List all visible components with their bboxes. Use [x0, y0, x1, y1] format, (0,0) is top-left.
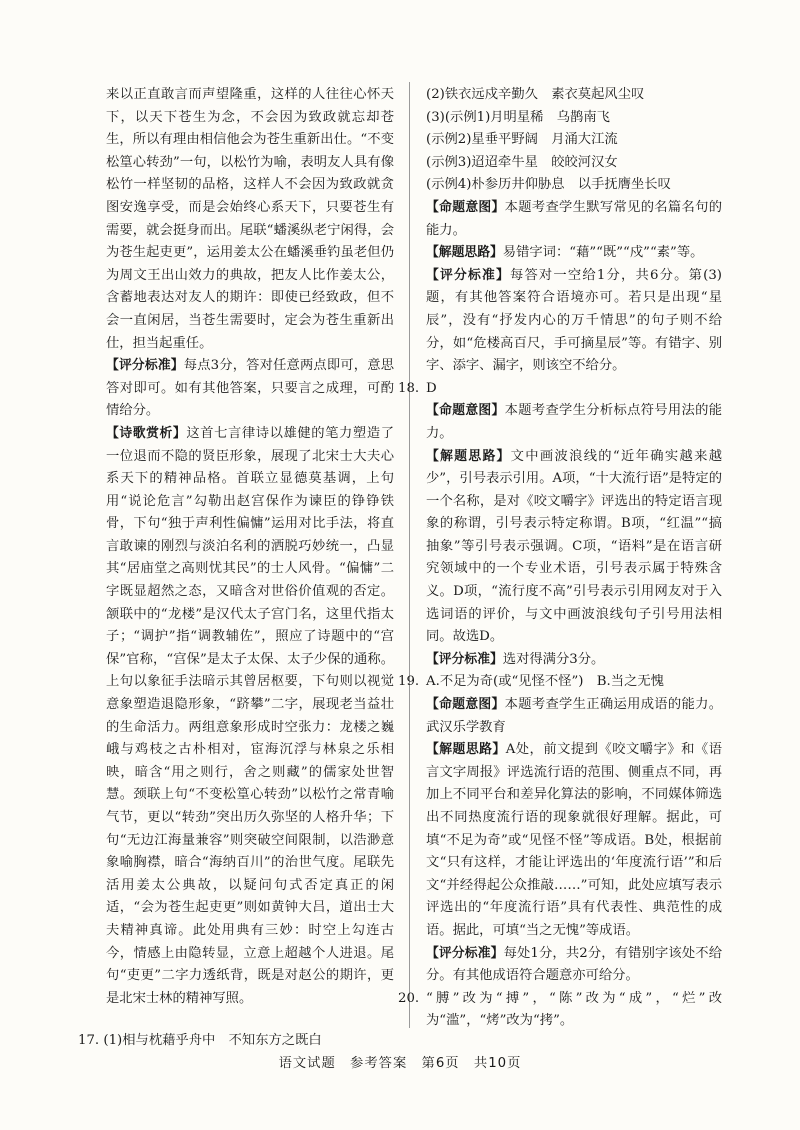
question-18-number: 18. [398, 380, 420, 396]
q17-approach [426, 242, 722, 265]
q17-intent-tag: 【命题意图】 [426, 199, 505, 215]
q17-approach-text: 易错字词：“藉”“既”“戍”“素”等。 [502, 245, 704, 261]
q18-approach-tag: 【解题思路】 [426, 448, 511, 464]
scoring-standard-paragraph [106, 355, 394, 423]
q19-intent-tag: 【命题意图】 [426, 697, 505, 713]
poem-appreciation-paragraph [106, 423, 394, 1010]
q19-intent-text: 本题考查学生正确运用成语的能力。武汉乐学教育 [426, 697, 723, 735]
question-18-answer: D [426, 380, 437, 396]
q19-intent [426, 694, 722, 739]
question-19-number: 19. [398, 674, 420, 690]
q17-line-3-ex3: (示例3)迢迢牵牛星 皎皎河汉女 [426, 154, 618, 170]
q17-scoring-text: 每答对一空给1分，共6分。第(3)题，有其他答案符合语境亦可。若只是出现“星辰”，没有“抒发内心的万千情思”的句子则不给分，如“危楼高百尺，手可摘星辰”等。有错字、别字、添字、漏字，则该空不给分。 [426, 267, 722, 374]
question-17-first-line [78, 1030, 322, 1052]
q17-approach-tag: 【解题思路】 [426, 245, 503, 261]
q17-line-3-ex4: (示例4)朴参历井仰胁息 以手抚膺坐长叹 [426, 177, 671, 193]
page-footer: 语文试题 参考答案 第6页 共10页 [278, 1056, 522, 1071]
q18-approach [426, 446, 722, 649]
q17-intent-text: 本题考查学生默写常见的名篇名句的能力。 [426, 199, 723, 238]
question-19 [398, 671, 722, 694]
question-20-answer: “膊”改为“搏”，“陈”改为“成”，“烂”改为“滥”，“烤”改为“拷”。 [426, 990, 722, 1029]
q17-line-3-ex2: (示例2)星垂平野阔 月涌大江流 [426, 132, 618, 148]
question-17-number: 17. [78, 1033, 100, 1048]
poem-analysis-paragraph: 来以正直敢言而声望隆重，这样的人往往心怀天下，以天下苍生为念，不会因为致政就忘却苍生，所以有理由相信他会为苍生重新出仕。“不变松篁心转劲”一句，以松竹为喻，表明友人具有像松竹一样坚韧的品格，这样人不会因为致政就贪图安逸享受，而是会始终心系天下，只要苍生有需要，就会挺身而出。尾联“蟠溪纵老宁闲得，会为苍生起吏更”，运用姜太公在蟠溪垂钓虽老但仍为周文王出山效力的典故，把友人比作姜太公，含蓄地表达对友人的期许：即使已经致政，但不会一直闲居，当苍生需要时，定会为苍生重新出仕，担当起重任。 [106, 87, 394, 351]
q18-scoring-tag: 【评分标准】 [426, 651, 503, 667]
q18-approach-text: 文中画波浪线的“近年确实越来越少”，引号表示引用。A项，“十大流行语”是特定的一个名称，是对《咬文嚼字》评选出的特定语言现象的称谓，引号表示特定称谓。B项，“红温”“搞抽象”等引号表示强调。C项，“语料”是在语言研究领域中的一个专业术语，引号表示属于特殊含义。D项，“流行度不高”引号表示引用网友对于入选词语的评价，与文中画波浪线句子引号用法相同。故选D。 [426, 448, 722, 645]
question-19-answer: A.不足为奇(或“见怪不怪”) B.当之无愧 [426, 674, 664, 690]
column-divider [409, 82, 410, 1028]
question-20-number: 20. [398, 990, 420, 1006]
q18-scoring-text: 选对得满分3分。 [502, 651, 605, 667]
q18-intent-text: 本题考查学生分析标点符号用法的能力。 [426, 403, 723, 441]
q19-approach-text: A处，前文提到《咬文嚼字》和《语言文字周报》评选流行语的范围、侧重点不同，再加上不同平台和差异化算法的影响，不同媒体筛选出不同热度流行语的现象就很好理解。据此，可填“不足为奇”或“见怪不怪”等成语。B处，根据前文“只有这样，才能让评选出的‘年度流行语’”和后文“并经得起公众推敲……”可知，此处应填写表示评选出的“年度流行语”具有代表性、典范性的成语。据此，可填“当之无愧”等成语。 [426, 742, 722, 938]
q19-approach [426, 739, 722, 942]
question-17-answer-1: (1)相与枕藉乎舟中 不知东方之既白 [103, 1033, 322, 1048]
q19-scoring-tag: 【评分标准】 [426, 945, 504, 961]
left-column [106, 84, 394, 1010]
q19-scoring [426, 943, 722, 988]
q17-scoring [426, 265, 722, 378]
question-20 [398, 988, 722, 1033]
question-18 [398, 378, 722, 401]
q19-approach-tag: 【解题思路】 [426, 742, 506, 758]
q19-scoring-text: 每处1分，共2分，有错别字该处不给分。有其他成语符合题意亦可给分。 [426, 945, 723, 984]
right-column [398, 84, 723, 1033]
q17-line-2: (2)铁衣远戍辛勤久 素衣莫起风尘叹 [426, 87, 645, 102]
q18-intent-tag: 【命题意图】 [426, 403, 505, 419]
q17-intent [426, 197, 722, 242]
q18-scoring [426, 649, 722, 672]
q17-line-3-ex1: (3)(示例1)月明星稀 乌鹊南飞 [426, 109, 610, 125]
q18-intent [426, 400, 722, 445]
appreciation-tag: 【诗歌赏析】 [106, 425, 187, 441]
scoring-text: 每点3分，答对任意两点即可，意思答对即可。如有其他答案，只要言之成理，可酌情给分。 [106, 358, 395, 419]
q17-scoring-tag: 【评分标准】 [426, 267, 510, 283]
question-17-answers [426, 84, 722, 197]
scoring-tag: 【评分标准】 [106, 358, 184, 374]
appreciation-text: 这首七言律诗以雄健的笔力塑造了一位退而不隐的贤臣形象，展现了北宋士大夫心系天下的精神品格。首联立显德莫基调，上句用“说论危言”勾勒出赵宫保作为谏臣的铮铮铁骨，下句“独于声利性偏慵”运用对比手法，将直言敢谏的刚烈与淡泊名利的洒脱巧妙统一，凸显其“居庙堂之高则忧其民”的士人风骨。“偏慵”二字既显超然之态，又暗含对世俗价值观的否定。颔联中的“龙楼”是汉代太子宫门名，这里代指太子；“调护”指“调教辅佐”，照应了诗题中的“宫保”官称，“宫保”是太子太保、太子少保的通称。上句以象征手法暗示其曾居枢要，下句则以视觉意象塑造退隐形象，“跻攀”二字，展现老当益壮的生命活力。两组意象形成时空张力：龙楼之巍峨与鸡枝之古朴相对，宦海沉浮与林泉之乐相映，暗含“用之则行，舍之则藏”的儒家处世智慧。颈联上句“不变松篁心转劲”以松竹之常青喻气节，更以“转劲”突出历久弥坚的人格升华；下句“无边江海量兼容”则突破空间限制，以浩渺意象喻胸襟，暗合“海纳百川”的治世气度。尾联先活用姜太公典故，以疑问句式否定真正的闲适，“会为苍生起吏更”则如黄钟大吕，道出士大夫精神真谛。此处用典有三妙：时空上勾连古今，情感上由隐转显，立意上超越个人进退。尾句“吏更”二字力透纸背，既是对赵公的期许，更是北宋士林的精神写照。 [106, 425, 395, 1006]
